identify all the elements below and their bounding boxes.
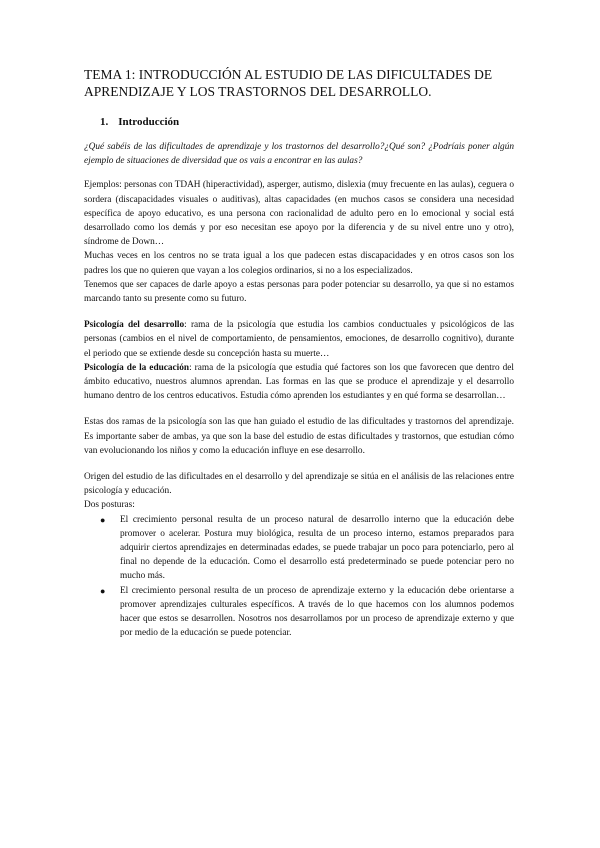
origin-paragraph: Origen del estudio de las dificultades en el desarrollo y del aprendizaje se sitúa en el análisis de las relaciones entre psicología y educación. xyxy=(84,472,514,497)
document-title: TEMA 1: INTRODUCCIÓN AL ESTUDIO DE LAS DIFICULTADES DE APRENDIZAJE Y LOS TRASTORNOS DEL DESARROLLO. xyxy=(84,67,493,99)
examples-paragraph: Ejemplos: personas con TDAH (hiperactividad), asperger, autismo, dislexia (muy frecuente en las aulas), ceguera o sordera (discapacidades visuales o auditivas), altas capacidades (en muchos casos se considera una necesidad específica de apoyo educativo, es una persona con racionalidad de adulto pero en lo emocional y social está desarrollado como los demás y por eso necesitan ese apoyo por la diferencia y de su nivel entre uno y otro), síndrome de Down… xyxy=(84,180,514,248)
list-item xyxy=(84,584,514,641)
posture-text: El crecimiento personal resulta de un proceso de aprendizaje externo y la educación debe orientarse a promover aprendizajes culturales específicos. A través de lo que hacemos con los alumnos podemos hacer que estos se desarrollen. Nosotros nos desarrollamos por un proceso de aprendizaje externo y que por medio de la educación se puede potenciar. xyxy=(120,585,514,639)
edu-psych-text: : rama de la psicología que estudia qué factores son los que favorecen que dentro del ámbito educativo, nuestros alumnos aprendan. Las formas en las que se produce el aprendizaje y el desarrollo humano dentro de los centros educativos. Estudia cómo aprenden los estudiantes y en qué forma se desarrollan… xyxy=(84,362,515,402)
postures-list xyxy=(84,513,514,641)
dev-psych-term: Psicología del desarrollo xyxy=(84,320,185,331)
list-item xyxy=(84,513,514,584)
edu-psych-term: Psicología de la educación xyxy=(84,362,190,373)
section-number: 1. xyxy=(100,116,109,128)
centers-paragraph: Muchas veces en los centros no se trata igual a los que padecen estas discapacidades y en otros casos son los padres los que no quieren que vayan a los colegios ordinarios, si no a los especializados. xyxy=(84,251,514,276)
intro-question: ¿Qué sabéis de las dificultades de aprendizaje y los trastornos del desarrollo?¿Qué son? ¿Podríais poner algún ejemplo de situaciones de diversidad que os vais a encontrar en las aulas? xyxy=(84,142,514,167)
bullet-icon: ● xyxy=(100,514,106,525)
document-page xyxy=(84,66,514,641)
postures-label: Dos posturas: xyxy=(84,500,135,511)
bullet-icon: ● xyxy=(100,585,106,596)
dev-psych-text: : rama de la psicología que estudia los cambios conductuales y psicológicos de las personas (cambios en el nivel de comportamiento, de pensamientos, emociones, de desarrollo cognitivo), durante el periodo que se extiende desde su concepción hasta su muerte… xyxy=(84,320,515,359)
edu-psych-paragraph xyxy=(84,361,514,404)
branches-paragraph: Estas dos ramas de la psicología son las que han guiado el estudio de las dificultades y trastornos del aprendizaje. Es importante saber de ambas, ya que son la base del estudio de estas dificultades y trastornos, que estudian cómo van evolucionando los niños y como la educación influye en ese desarrollo. xyxy=(84,417,514,456)
posture-text: El crecimiento personal resulta de un proceso natural de desarrollo interno que la educación debe promover o acelerar. Postura muy biológica, resulta de un proceso interno, estamos preparados para adquirir ciertos aprendizajes en determinadas edades, se puede trabajar un poco para potenciarlo, pero al final no depende de la educación. Como el desarrollo está predeterminado se puede potenciar pero no mucho más. xyxy=(120,514,514,582)
support-paragraph: Tenemos que ser capaces de darle apoyo a estas personas para poder potenciar su desarrollo, ya que si no estamos marcando tanto su presente como su futuro. xyxy=(84,279,514,305)
section-label: Introducción xyxy=(118,116,180,128)
section-heading xyxy=(100,116,514,128)
dev-psych-paragraph xyxy=(84,318,514,361)
